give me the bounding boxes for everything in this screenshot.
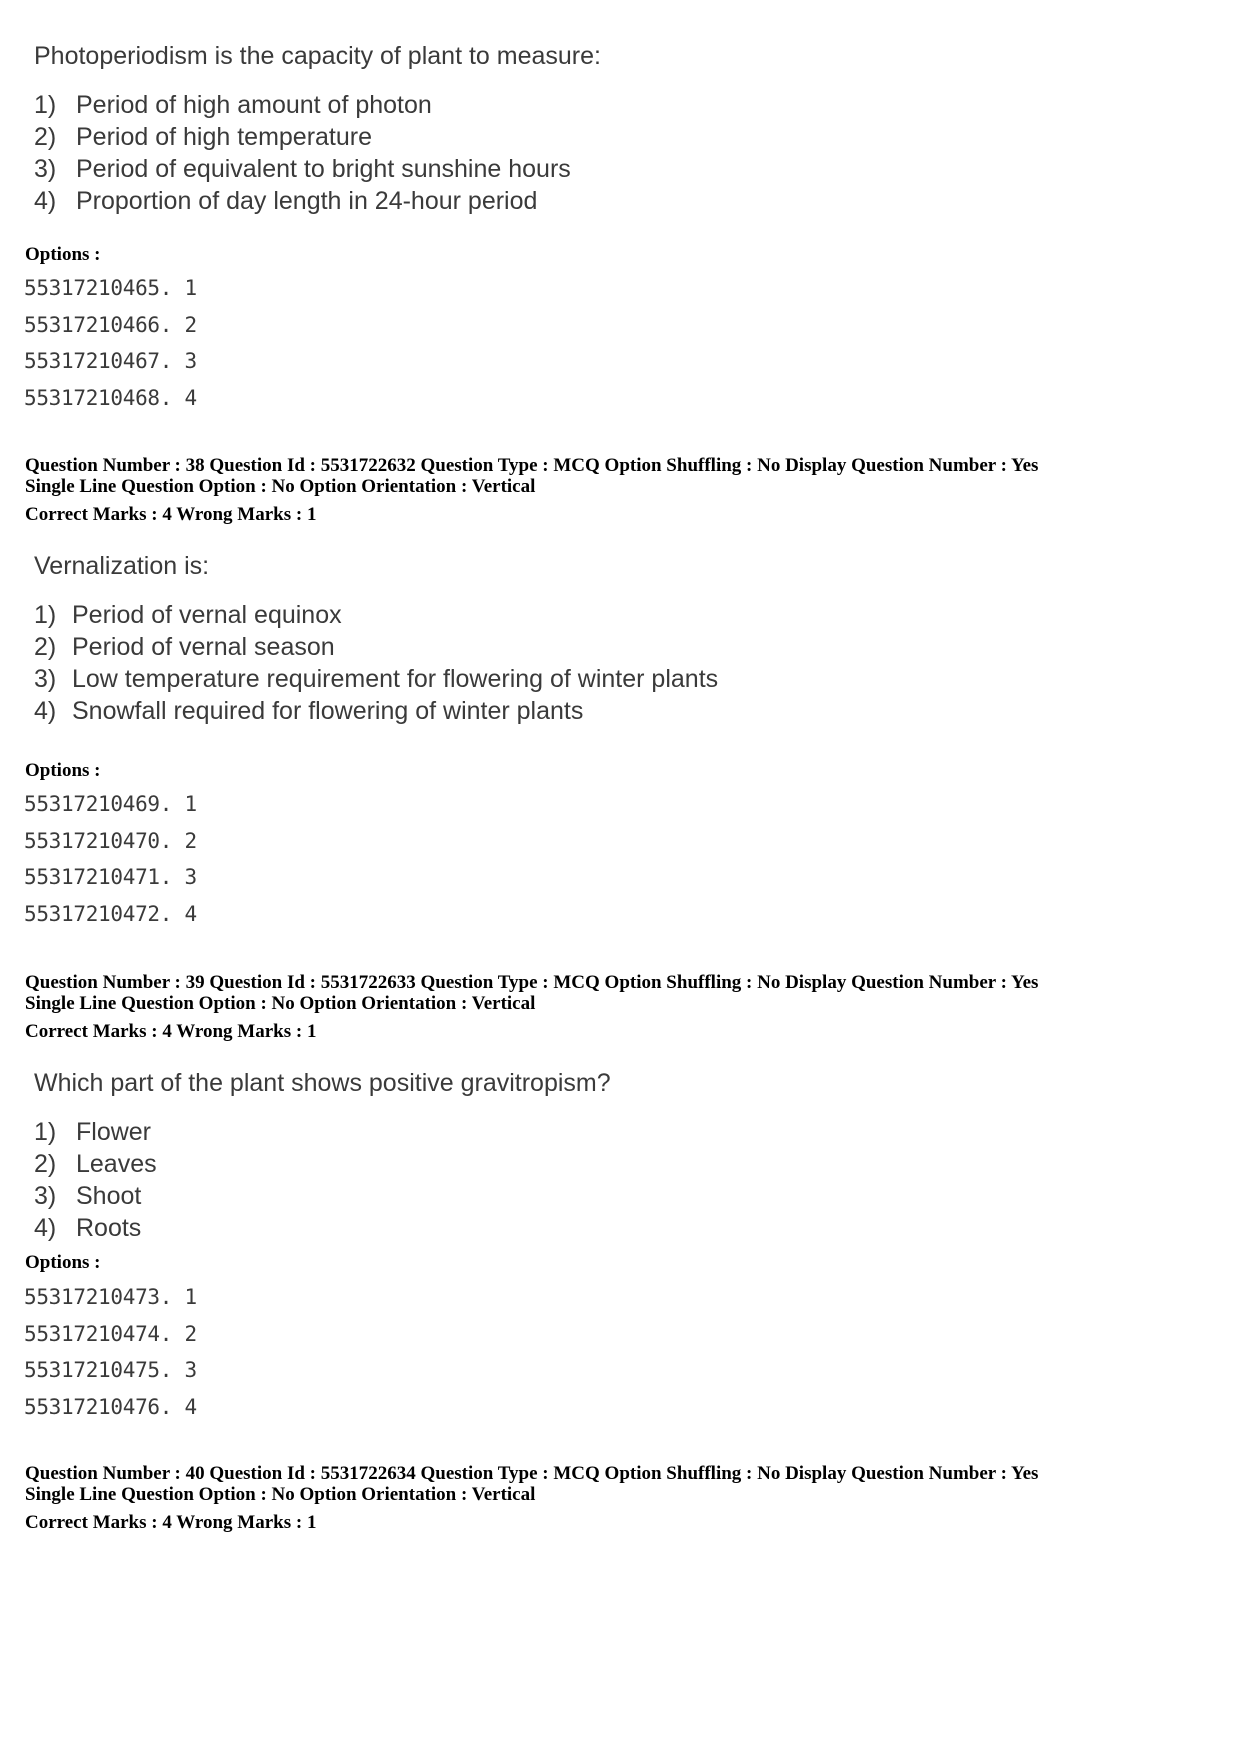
option-id: 55317210469. 1 [24, 792, 197, 816]
question-38-choice-1: 1) Period of vernal equinox [34, 601, 342, 629]
question-38-text: Vernalization is: [34, 552, 210, 580]
option-id: 55317210472. 4 [24, 901, 197, 926]
question-40-meta-line2: Single Line Question Option : No Option Orientation : Vertical [25, 1484, 536, 1505]
question-38-image [30, 550, 718, 727]
question-37-options [24, 270, 197, 416]
option-id: 55317210474. 2 [24, 1321, 197, 1346]
option-id: 55317210471. 3 [24, 865, 197, 889]
option-id: 55317210466. 2 [24, 312, 197, 337]
question-38-choice-4: 4) Snowfall required for flowering of winter plants [34, 697, 584, 725]
question-38-meta-line2: Single Line Question Option : No Option Orientation : Vertical [25, 476, 536, 497]
question-39-meta [25, 972, 1038, 1042]
question-37-options-label: Options : [25, 244, 101, 265]
question-39-options [24, 1279, 197, 1425]
question-40-meta-line1: Question Number : 40 Question Id : 5531722634 Question Type : MCQ Option Shuffling : No Display Question Number : Yes [25, 1463, 1039, 1484]
option-id: 55317210475. 3 [24, 1358, 197, 1382]
question-40-marks: Correct Marks : 4 Wrong Marks : 1 [25, 1512, 317, 1533]
question-39-meta-line2: Single Line Question Option : No Option Orientation : Vertical [25, 993, 536, 1014]
option-id: 55317210473. 1 [24, 1285, 197, 1309]
question-40-meta [25, 1463, 1038, 1533]
question-39-image [30, 1067, 611, 1244]
question-39-choice-2: 2) Leaves [34, 1150, 157, 1178]
question-38-choice-3: 3) Low temperature requirement for flowering of winter plants [34, 665, 719, 693]
question-37-choice-4: 4) Proportion of day length in 24-hour period [34, 187, 538, 215]
question-37-image [30, 40, 601, 217]
question-37-choice-3: 3) Period of equivalent to bright sunshine hours [34, 155, 571, 183]
question-39-options-label: Options : [25, 1252, 101, 1273]
option-id: 55317210470. 2 [24, 828, 197, 853]
question-38-meta [25, 455, 1038, 525]
question-39-choice-4: 4) Roots [34, 1214, 142, 1242]
question-39-choice-3: 3) Shoot [34, 1182, 142, 1210]
question-39-choice-1: 1) Flower [34, 1118, 152, 1146]
question-38-marks: Correct Marks : 4 Wrong Marks : 1 [25, 504, 317, 525]
question-39-text: Which part of the plant shows positive gravitropism? [34, 1069, 611, 1097]
question-38-choice-2: 2) Period of vernal season [34, 633, 335, 661]
question-38-meta-line1: Question Number : 38 Question Id : 5531722632 Question Type : MCQ Option Shuffling : No Display Question Number : Yes [25, 455, 1039, 476]
question-39-meta-line1: Question Number : 39 Question Id : 5531722633 Question Type : MCQ Option Shuffling : No Display Question Number : Yes [25, 972, 1039, 993]
option-id: 55317210467. 3 [24, 349, 197, 373]
question-38-options-label: Options : [25, 760, 101, 781]
question-37-text: Photoperiodism is the capacity of plant to measure: [34, 42, 601, 70]
question-37-choice-1: 1) Period of high amount of photon [34, 91, 432, 119]
question-39-marks: Correct Marks : 4 Wrong Marks : 1 [25, 1021, 317, 1042]
option-id: 55317210468. 4 [24, 385, 197, 410]
option-id: 55317210476. 4 [24, 1394, 197, 1419]
question-37-choice-2: 2) Period of high temperature [34, 123, 373, 151]
option-id: 55317210465. 1 [24, 276, 197, 300]
question-38-options [24, 786, 197, 932]
